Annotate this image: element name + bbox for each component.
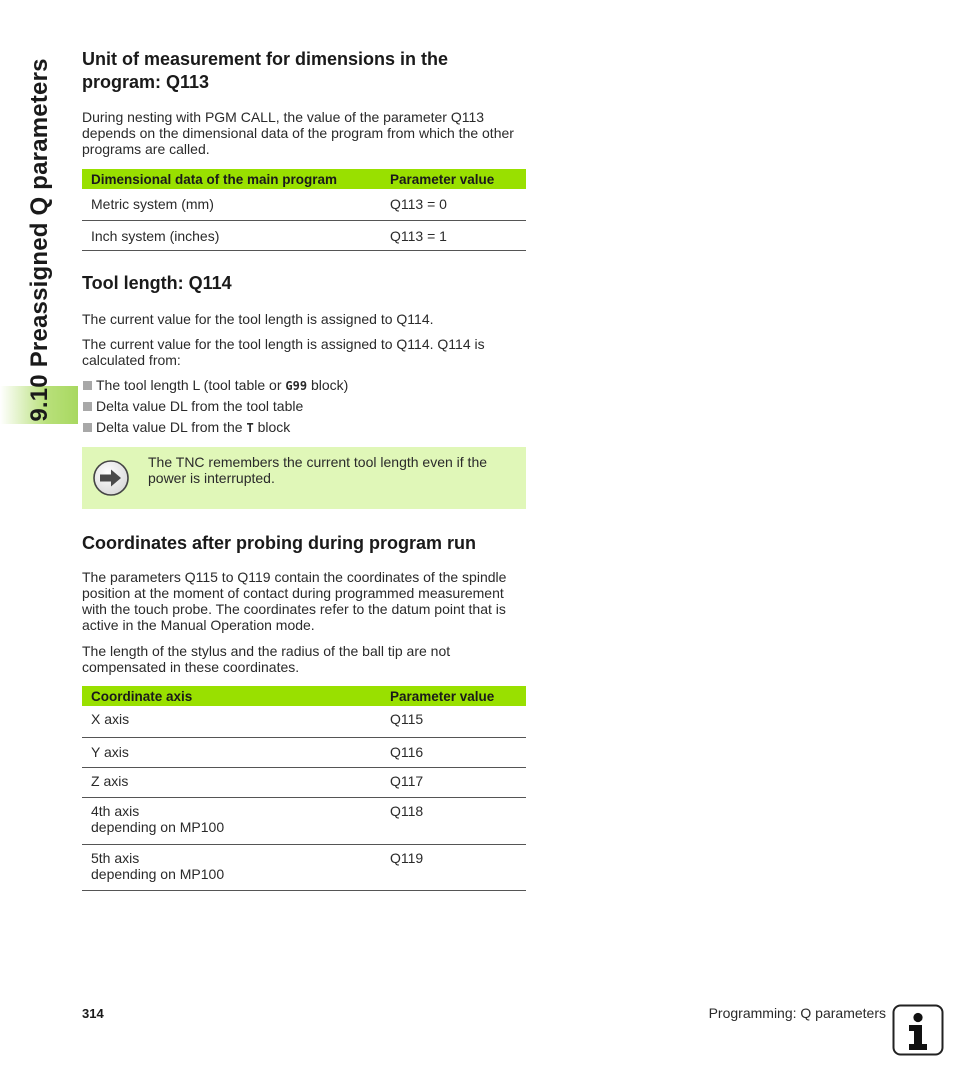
chapter-side-tab [0, 0, 78, 1091]
table-row [82, 844, 526, 890]
table-cell: Q115 [381, 706, 526, 737]
paragraph-q114-2: The current value for the tool length is assigned to Q114. Q114 is calculated from: [82, 336, 485, 368]
bullet-square-icon [83, 381, 92, 390]
table-cell: Q113 = 1 [381, 220, 526, 250]
footer-chapter-title: Programming: Q parameters [708, 1005, 886, 1021]
table-cell: Z axis [82, 767, 381, 797]
paragraph-probing-2: The length of the stylus and the radius of the ball tip are not compensated in these coordinates. [82, 643, 451, 675]
table-row [82, 220, 526, 250]
note-box [82, 447, 526, 509]
section-heading-q113: Unit of measurement for dimensions in the program: Q113 [82, 49, 449, 92]
table-row [82, 189, 526, 220]
table-coordinates [82, 686, 526, 891]
table-cell: Inch system (inches) [82, 220, 381, 250]
code-token: T [246, 421, 254, 435]
section-heading-q114: Tool length: Q114 [82, 273, 232, 293]
table-cell: Y axis [82, 737, 381, 767]
table-header-row [82, 169, 526, 189]
table-cell: Q117 [381, 767, 526, 797]
code-token: G99 [285, 379, 308, 393]
table-cell: X axis [82, 706, 381, 737]
list-item [82, 419, 348, 440]
list-item-text: Delta value DL from the tool table [96, 398, 304, 414]
table-header-cell: Dimensional data of the main program [82, 169, 381, 189]
list-item-text: The tool length L (tool table or G99 block) [96, 377, 349, 393]
table-cell: Q119 [381, 844, 526, 890]
table-row [82, 706, 526, 737]
table-cell: Q118 [381, 797, 526, 844]
bullet-list [82, 377, 348, 440]
note-text: The TNC remembers the current tool length even if the power is interrupted. [148, 454, 488, 486]
table-q113 [82, 169, 526, 251]
table-row [82, 797, 526, 844]
table-header-cell: Coordinate axis [82, 686, 381, 706]
table-row [82, 737, 526, 767]
page-number: 314 [82, 1006, 104, 1021]
list-item-text: Delta value DL from the T block [96, 419, 291, 435]
table-cell: Q113 = 0 [381, 189, 526, 220]
chapter-tab-title: 9.10 Preassigned Q parameters [26, 58, 53, 422]
paragraph-q113: During nesting with PGM CALL, the value of the parameter Q113 depends on the dimensional data of the program from which the other programs are called. [82, 109, 514, 157]
table-cell: 5th axis depending on MP100 [82, 844, 381, 890]
list-item [82, 398, 348, 419]
paragraph-q114-1: The current value for the tool length is assigned to Q114. [82, 311, 434, 327]
section-heading-probing: Coordinates after probing during program run [82, 533, 477, 553]
list-item [82, 377, 348, 398]
bullet-square-icon [83, 402, 92, 411]
bullet-square-icon [83, 423, 92, 432]
paragraph-probing-1: The parameters Q115 to Q119 contain the coordinates of the spindle position at the moment of contact during programmed measurement with the touch probe. The coordinates refer to the datum point that is active in the Manual Operation mode. [82, 569, 507, 633]
table-cell: Metric system (mm) [82, 189, 381, 220]
arrow-right-icon [92, 459, 130, 497]
table-header-cell: Parameter value [381, 169, 526, 189]
table-cell: 4th axis depending on MP100 [82, 797, 381, 844]
table-cell: Q116 [381, 737, 526, 767]
table-header-row [82, 686, 526, 706]
table-header-cell: Parameter value [381, 686, 526, 706]
info-icon [892, 1004, 944, 1056]
table-row [82, 767, 526, 797]
